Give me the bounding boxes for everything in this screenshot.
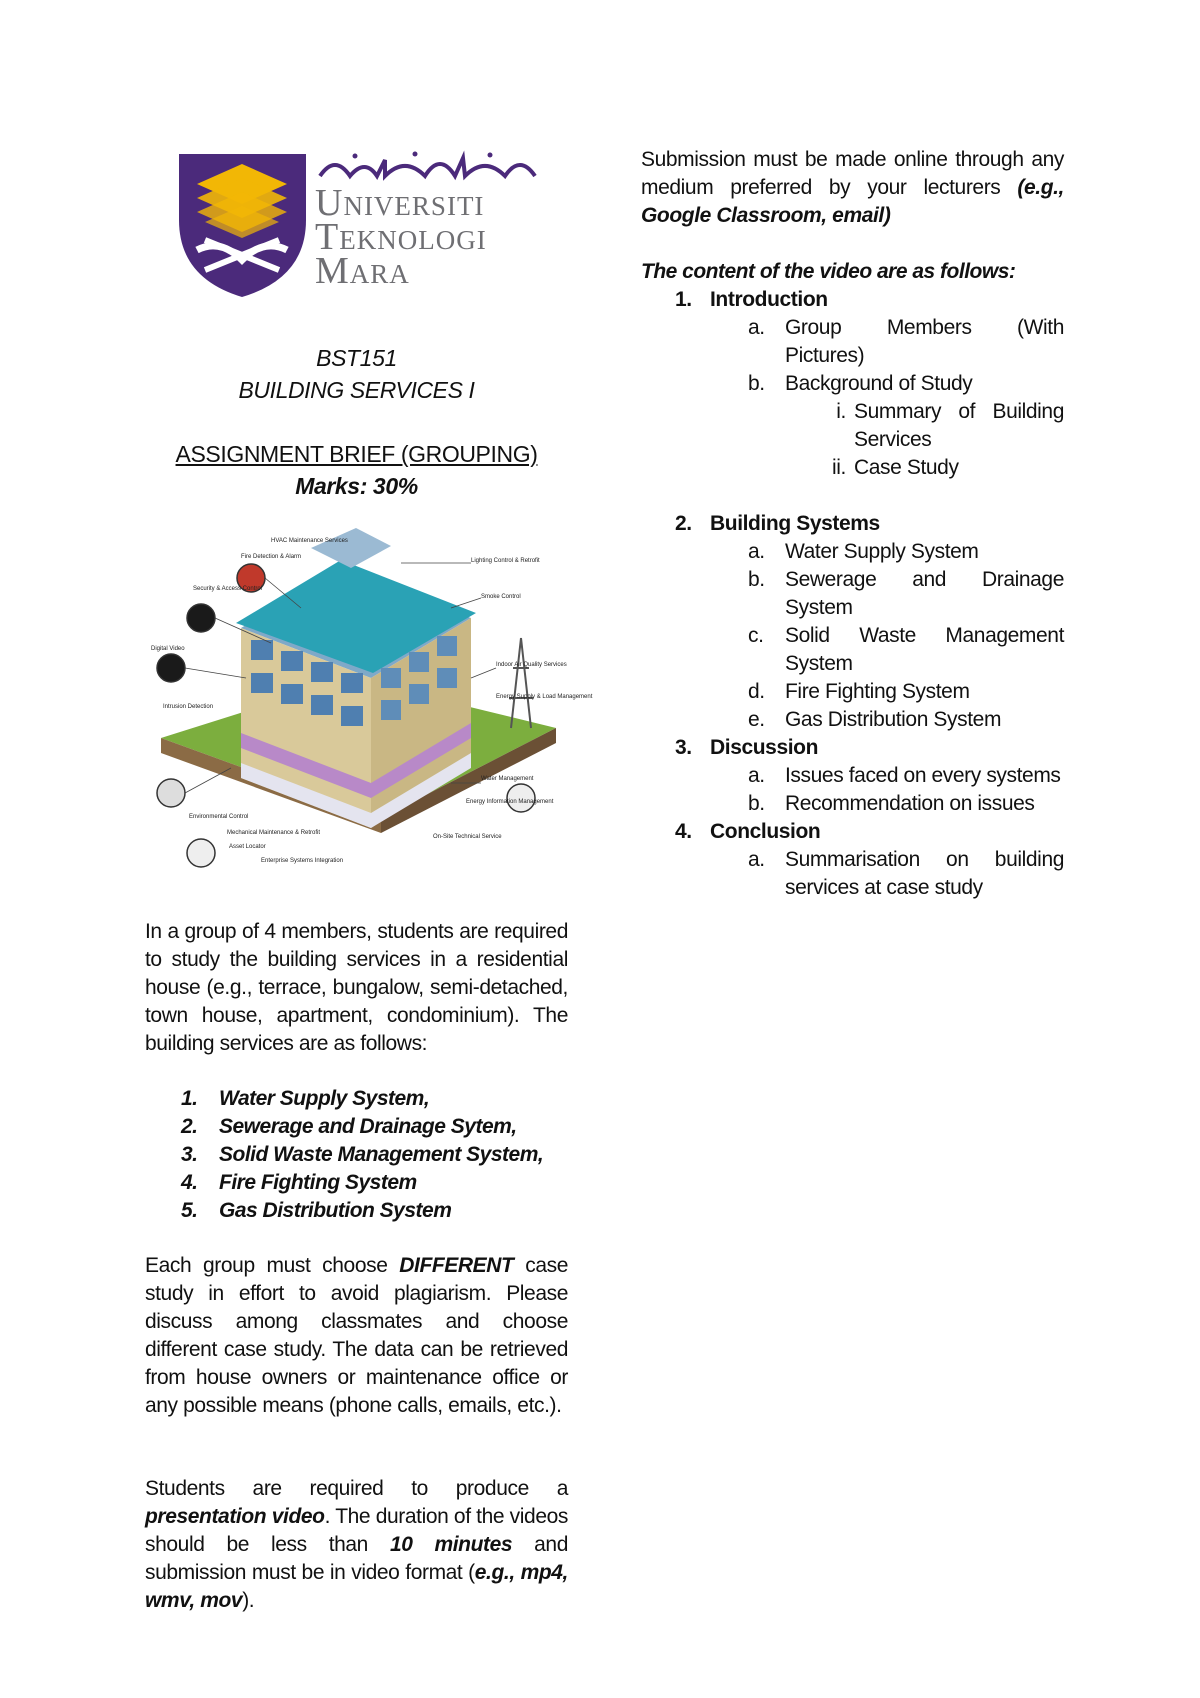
- jawi-script-logo: [315, 150, 540, 184]
- course-name: BUILDING SERVICES I: [238, 377, 475, 403]
- svg-text:Water Management: Water Management: [481, 776, 534, 782]
- svg-text:Indoor Air Quality Services: Indoor Air Quality Services: [496, 662, 567, 668]
- video-requirements-paragraph: Students are required to produce a presentation video. The duration of the videos should be less than 10 minutes and submission must be in video format (e.g., mp4, wmv, mov).: [145, 1477, 568, 1612]
- assignment-brief-heading: ASSIGNMENT BRIEF (GROUPING): [175, 441, 538, 467]
- title-block: [145, 342, 568, 502]
- svg-text:Fire Detection & Alarm: Fire Detection & Alarm: [241, 554, 302, 560]
- svg-text:Digital Video: Digital Video: [151, 646, 185, 652]
- course-code: BST151: [316, 345, 397, 371]
- logo-line-2: Teknologi: [315, 216, 487, 258]
- submission-paragraph: Submission must be made online through any medium preferred by your lecturers (e.g., Google Classroom, email): [641, 148, 1064, 227]
- building-services-illustration: [151, 528, 593, 888]
- intro-paragraph: In a group of 4 members, students are required to study the building services in a residential house (e.g., terrace, bungalow, semi-detached, town house, apartment, condominium). The building services are as follows:: [145, 920, 568, 1055]
- svg-text:Lighting Control & Retrofit: Lighting Control & Retrofit: [471, 558, 540, 564]
- list-item: 1. Water Supply System,: [181, 1087, 430, 1110]
- services-list: [181, 1085, 571, 1225]
- list-item: 2. Sewerage and Drainage Sytem,: [181, 1115, 517, 1138]
- svg-text:Smoke Control: Smoke Control: [481, 594, 521, 600]
- content-heading: The content of the video are as follows:: [641, 260, 1016, 283]
- logo-line-1: Universiti: [315, 182, 485, 224]
- video-content-outline: [641, 286, 1064, 902]
- marks-label: Marks: 30%: [295, 473, 418, 499]
- outline-section-conclusion: 4. Conclusion a. Summarisation on building services at case study: [675, 820, 1064, 899]
- svg-text:Mechanical Maintenance & Retro: Mechanical Maintenance & Retrofit: [227, 830, 321, 836]
- svg-text:Asset Locator: Asset Locator: [229, 844, 266, 850]
- svg-text:Enterprise Systems Integration: Enterprise Systems Integration: [261, 858, 344, 864]
- svg-text:Security & Access Control: Security & Access Control: [193, 586, 263, 592]
- svg-text:Energy Information Management: Energy Information Management: [466, 799, 554, 805]
- list-item: 5. Gas Distribution System: [181, 1199, 452, 1222]
- case-study-paragraph: Each group must choose DIFFERENT case study in effort to avoid plagiarism. Please discuss among classmates and choose different case study. The data can be retrieved from house owners or maintenance office or any possible means (phone calls, emails, etc.).: [145, 1254, 569, 1417]
- list-item: 4. Fire Fighting System: [181, 1171, 417, 1194]
- outline-section-building-systems: 2. Building Systems a. Water Supply System b. Sewerage and Drainage System c. Solid Waste Management System d. Fire Fighting System e. Gas Distribution System: [675, 512, 1064, 731]
- svg-text:HVAC Maintenance Services: HVAC Maintenance Services: [271, 538, 348, 544]
- svg-text:On-Site Technical Service: On-Site Technical Service: [433, 834, 502, 840]
- uitm-crest-icon: [175, 150, 310, 300]
- svg-text:Intrusion Detection: Intrusion Detection: [163, 704, 214, 710]
- list-item: 3. Solid Waste Management System,: [181, 1143, 544, 1166]
- logo-line-3: Mara: [315, 250, 410, 292]
- svg-text:Energy Supply & Load Managemen: Energy Supply & Load Management: [496, 694, 593, 700]
- svg-text:Environmental Control: Environmental Control: [189, 814, 249, 820]
- university-name: [315, 182, 487, 292]
- outline-section-discussion: 3. Discussion a. Issues faced on every systems b. Recommendation on issues: [675, 736, 1061, 815]
- outline-section-introduction: 1. Introduction a. Group Members (With Pictures) b. Background of Study i. Summary of Building Services ii. Case Study: [675, 288, 1064, 479]
- uitm-logo: [175, 150, 545, 300]
